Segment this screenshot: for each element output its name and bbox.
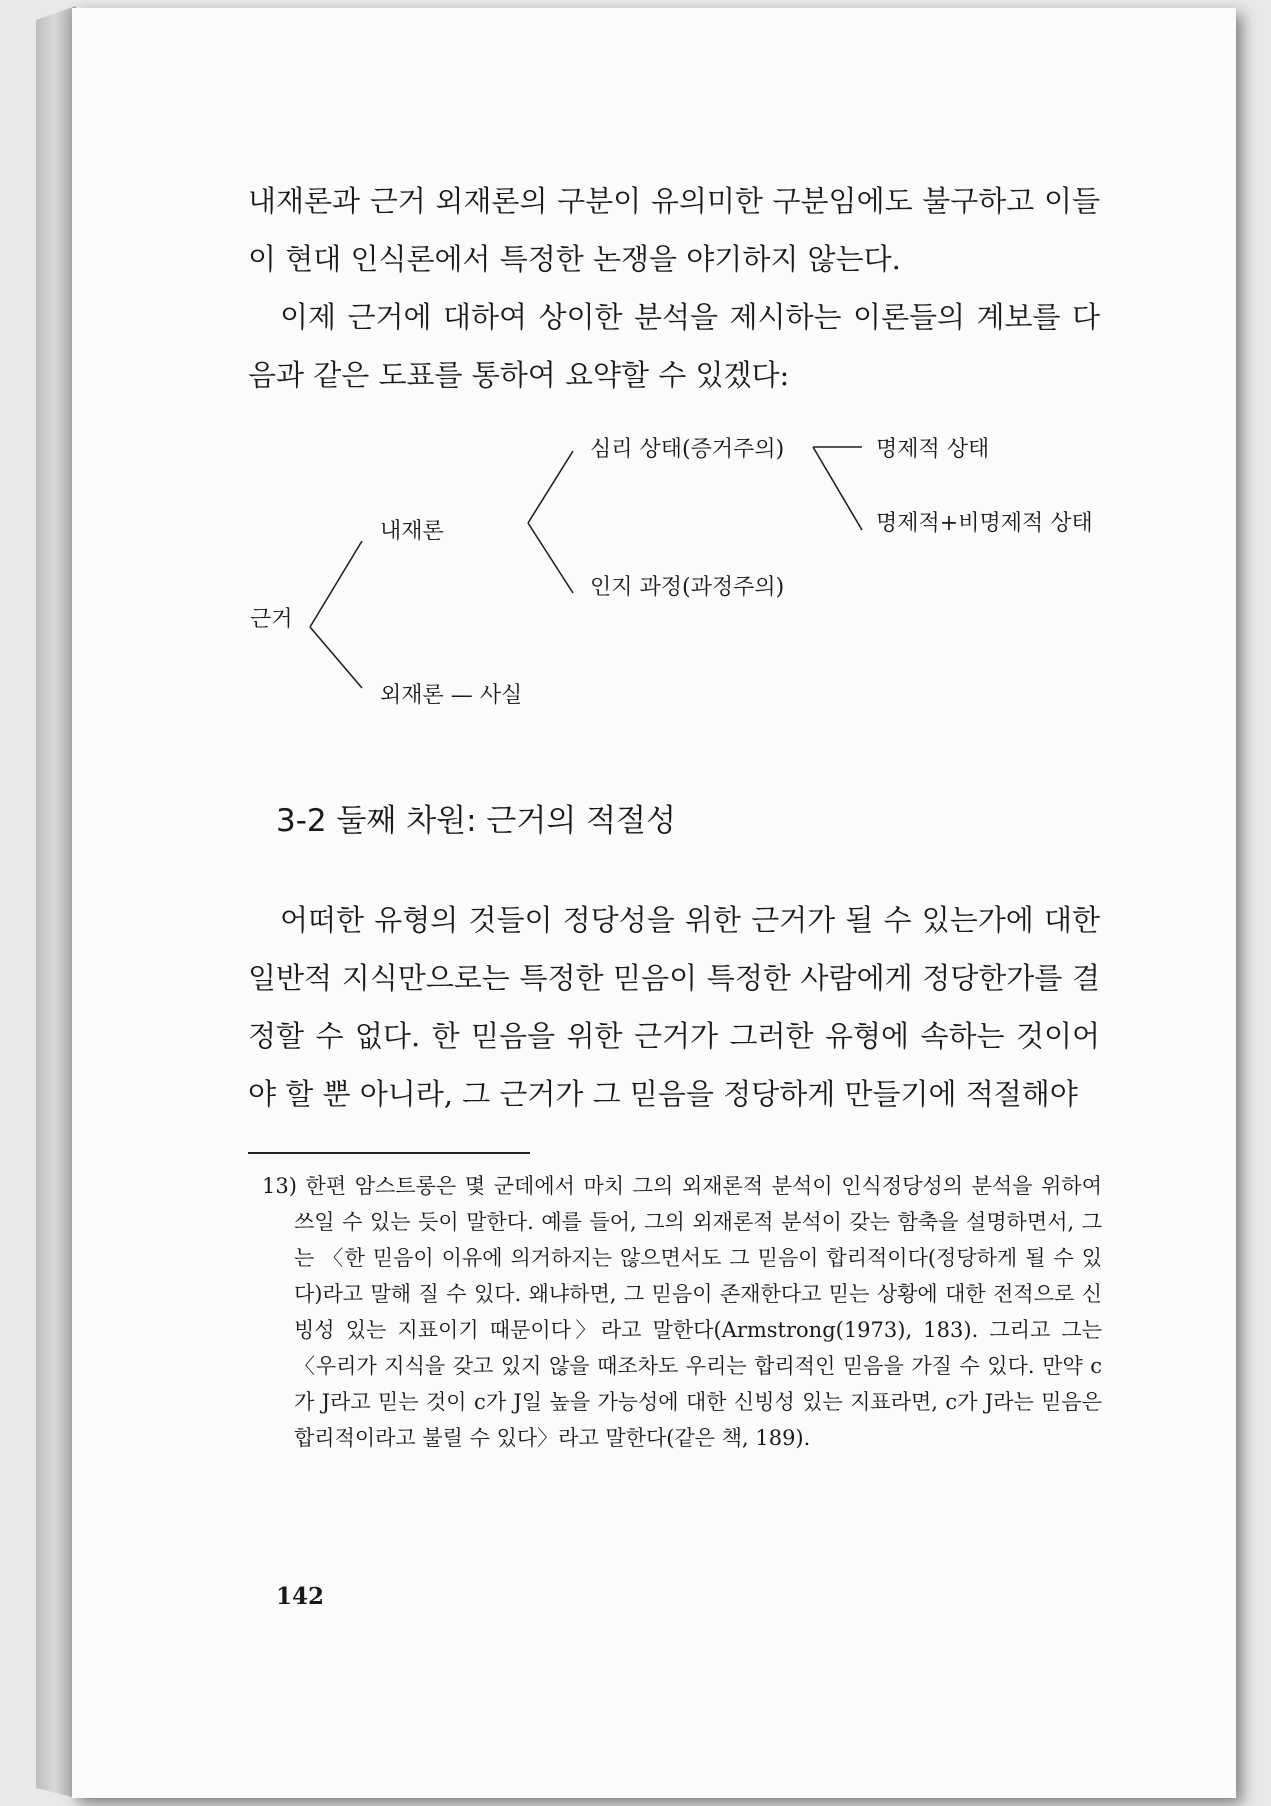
diagram-propositional-label: 명제적 상태	[876, 437, 990, 462]
book-spine-edge	[36, 6, 76, 1798]
page-number: 142	[276, 1583, 325, 1610]
diagram-prop-nonprop-label: 명제적+비명제적 상태	[876, 511, 1093, 536]
section-heading: 3-2 둘째 차원: 근거의 적절성	[276, 803, 676, 839]
diagram-mental-state-label: 심리 상태(증거주의)	[590, 437, 785, 462]
diagram-internalism-label: 내재론	[380, 519, 444, 544]
paragraph-continuation: 내재론과 근거 외재론의 구분이 유의미한 구분임에도 불구하고 이들이 현대 인식론에서 특정한 논쟁을 야기하지 않는다.	[248, 184, 1100, 276]
intro-text	[248, 172, 1100, 404]
diagram-externalism-label: 외재론 — 사실	[380, 683, 523, 708]
diagram-cognitive-process-label: 인지 과정(과정주의)	[590, 575, 785, 600]
footnote-13: 13) 한편 암스트롱은 몇 군데에서 마치 그의 외재론적 분석이 인식정당성의 분석을 위하여 쓰일 수 있는 듯이 말한다. 예를 들어, 그의 외재론적 분석이 갖는 함축을 설명하면서, 그는 〈한 믿음이 이유에 의거하지는 않으면서도 그 믿음이 합리적이다(정당하게 될 수 있다)라고 말해 질 수 있다. 왜냐하면, 그 믿음이 존재한다고 믿는 상황에 대한 전적으로 신빙성 있는 지표이기 때문이다〉라고 말한다(Armstrong(1973), 183). 그리고 그는 〈우리가 지식을 갖고 있지 않을 때조차도 우리는 합리적인 믿음을 가질 수 있다. 만약 c가 J라고 믿는 것이 c가 J일 높을 가능성에 대한 신빙성 있는 지표라면, c가 J라는 믿음은 합리적이라고 불릴 수 있다〉라고 말한다(같은 책, 189).	[262, 1174, 1102, 1450]
diagram-root-label: 근거	[250, 607, 293, 632]
paragraph-diagram-intro: 이제 근거에 대하여 상이한 분석을 제시하는 이론들의 계보를 다음과 같은 도표를 통하여 요약할 수 있겠다:	[248, 300, 1100, 392]
footnote-rule	[248, 1152, 530, 1154]
body-text	[248, 891, 1100, 1123]
paragraph-body: 어떠한 유형의 것들이 정당성을 위한 근거가 될 수 있는가에 대한 일반적 지식만으로는 특정한 믿음이 특정한 사람에게 정당한가를 결정할 수 없다. 한 믿음을 위한 근거가 그러한 유형에 속하는 것이어야 할 뿐 아니라, 그 근거가 그 믿음을 정당하게 만들기에 적절해야	[248, 903, 1100, 1111]
